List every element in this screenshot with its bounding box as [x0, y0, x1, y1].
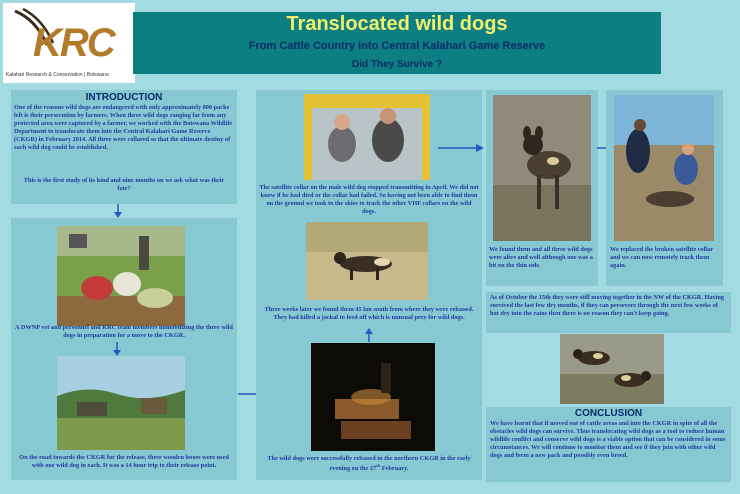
introduction-heading: INTRODUCTION: [85, 92, 163, 103]
header-banner: [133, 12, 661, 74]
road-caption: On the road towards the CKGR for the release, three wooden boxes were used with one wild dog in each. It was a 14 hour trip to their release point.: [19, 454, 229, 470]
found-south-caption: Three weeks later we found them 45 km south from where they were released. They had killed a jackal to feed off which is unusual prey for wild dogs.: [264, 306, 474, 322]
october-caption: As of October the 15th they were still moving together in the NW of the CKGR. Having survived the last few dry months, if they can persevere through the next few weeks of hot dry into the rains then there is no reason they can't keep going.: [490, 294, 725, 318]
found-alive-caption: We found them and all three wild dogs were alive and well although one was a bit on the thin side.: [489, 246, 593, 270]
introduction-note: This is the first study of its kind and nine months on we ask what was their fate?: [23, 177, 225, 193]
poster-subtitle: From Cattle Country into Central Kalahari Game Reserve: [248, 40, 546, 52]
introduction-body: One of the reasons wild dogs are endangered with only approximately 800 packs left is their persecution by farmers. When three wild dogs ranging far from any protected area were captured by a farmer, we worked with the Botswana Wildlife Department to translocate them into the Central Kalahari Game Reserve (CKGR) in February 2014. All three were collared so that the ultimate destiny of each wild dog could be established.: [14, 104, 233, 152]
conclusion-panel: [486, 407, 731, 482]
conclusion-heading: CONCLUSION: [574, 408, 643, 419]
introduction-panel: [11, 90, 237, 204]
replaced-collar-panel: [606, 90, 723, 286]
collar-replacement-photo: [614, 95, 714, 241]
dogs-jackal-photo: [306, 222, 428, 300]
poster-question: Did They Survive ?: [351, 59, 443, 70]
vet-immobilizing-photo: [57, 226, 185, 326]
arrow-down-icon: [112, 342, 122, 356]
road-trip-photo: [57, 356, 185, 450]
arrow-up-icon: [364, 328, 374, 342]
two-dogs-photo: [560, 334, 664, 404]
release-caption-sup: th: [376, 463, 381, 469]
release-caption-suffix: February.: [380, 465, 409, 473]
logo-caption: Kalahari Research & Conservation | Botswana: [6, 72, 109, 78]
logo-letters: KRC: [33, 21, 114, 65]
aircraft-tracking-photo: [304, 94, 430, 180]
release-caption: [259, 455, 479, 473]
collar-caption: The satellite collar on the male wild dog stopped transmitting in April. We did not know if he had died or the collar had failed. So having not been able to find them on the ground we took to the skies to track the other VHF collars on the wild dogs.: [259, 184, 479, 216]
conclusion-body: We have learnt that if moved out of cattle areas and into the CKGR in spite of all the obstacles wild dogs can survive. Thus translocating wild dogs as a tool to reduce human wildlife conflict and conserve wild dogs is a viable option that can be considered in some circumstances. We will continue to monitor them and see if they join with other wild dogs and form a new pack and possibly even breed.: [490, 420, 726, 460]
capture-panel: [11, 218, 237, 480]
healthy-dog-photo: [493, 95, 591, 241]
replaced-caption: We replaced the broken satellite collar and we can now remotely track them again.: [610, 246, 714, 270]
krc-logo: [3, 3, 135, 83]
found-alive-panel: [486, 90, 598, 286]
release-caption-text: The wild dogs were successfully released in the northern CKGR in the early evening on the 27: [267, 455, 471, 473]
poster-title: Translocated wild dogs: [286, 13, 508, 35]
night-release-photo: [311, 343, 435, 451]
october-panel: [486, 292, 731, 333]
immobilize-caption: A DWNP vet and personnel and KRC team members immobilizing the three wild dogs in preparation for a move to the CKGR.: [15, 324, 233, 340]
arrow-right-icon: [438, 143, 484, 153]
arrow-down-icon: [113, 204, 123, 218]
